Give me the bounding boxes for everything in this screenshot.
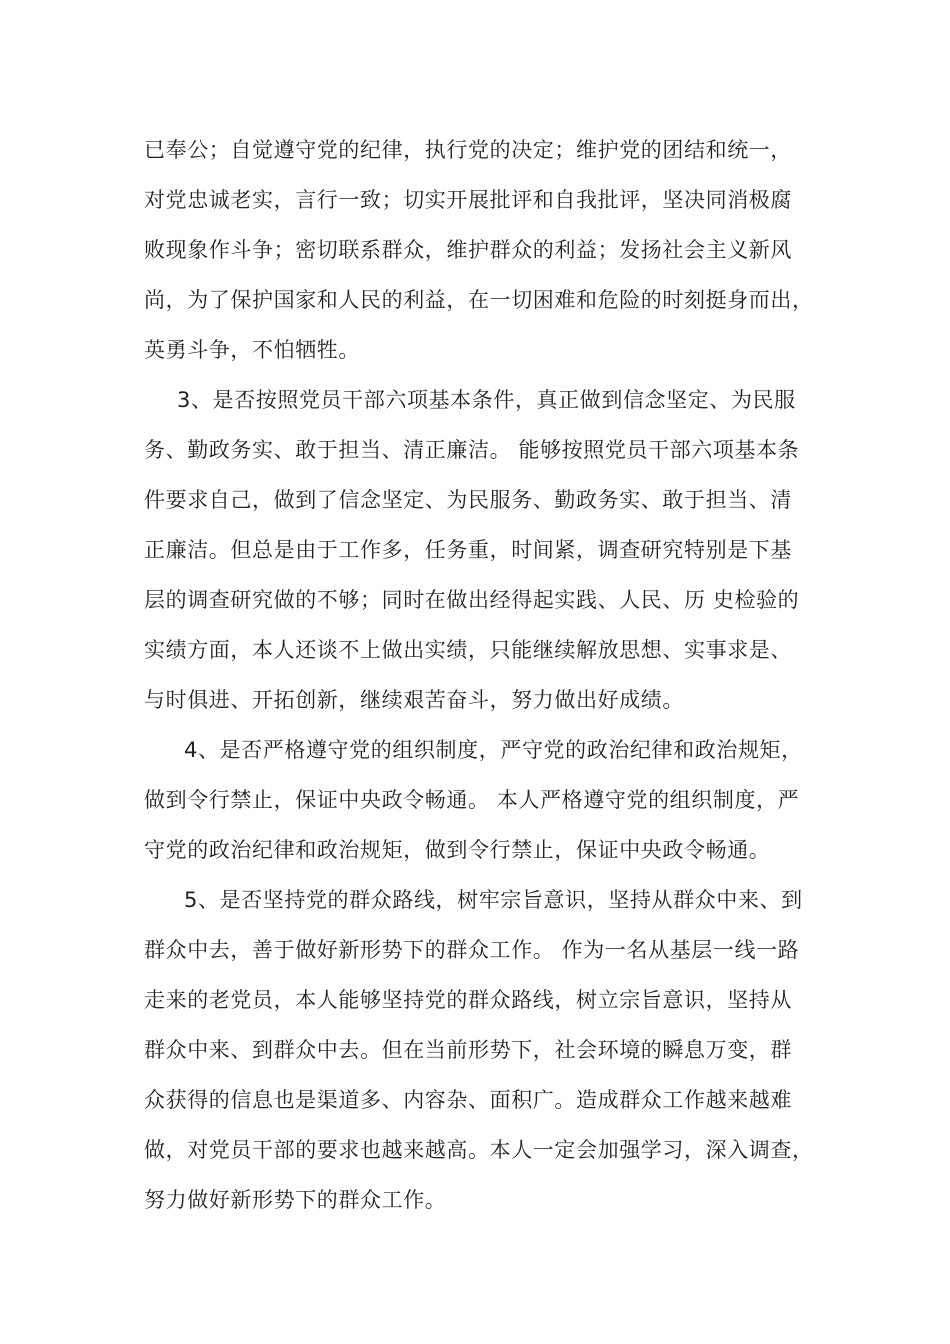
text-line: 与时俱进、开拓创新，继续艰苦奋斗，努力做出好成绩。 — [144, 688, 684, 712]
text-line: 尚，为了保护国家和人民的利益，在一切困难和危险的时刻挺身而出， — [144, 288, 814, 312]
text-line: 正廉洁。但总是由于工作多，任务重，时间紧，调查研究特别是下基 — [144, 538, 792, 562]
text-line: 实绩方面，本人还谈不上做出实绩，只能继续解放思想、实事求是、 — [144, 638, 792, 662]
text-line: 败现象作斗争；密切联系群众，维护群众的利益；发扬社会主义新风 — [144, 238, 792, 262]
text-line: 3、是否按照党员干部六项基本条件，真正做到信念坚定、为民服 — [177, 388, 796, 412]
text-line: 努力做好新形势下的群众工作。 — [144, 1188, 447, 1212]
text-line: 众获得的信息也是渠道多、内容杂、面积广。造成群众工作越来越难 — [144, 1088, 792, 1112]
text-line: 走来的老党员，本人能够坚持党的群众路线，树立宗旨意识，坚持从 — [144, 988, 792, 1012]
text-line: 做，对党员干部的要求也越来越高。本人一定会加强学习，深入调查， — [144, 1138, 814, 1162]
text-line: 已奉公；自觉遵守党的纪律，执行党的决定；维护党的团结和统一， — [144, 138, 792, 162]
text-line: 做到令行禁止，保证中央政令畅通。 本人严格遵守党的组织制度，严 — [144, 788, 800, 812]
text-line: 件要求自己，做到了信念坚定、为民服务、勤政务实、敢于担当、清 — [144, 488, 792, 512]
text-line: 4、是否严格遵守党的组织制度，严守党的政治纪律和政治规矩， — [184, 738, 803, 762]
text-line: 5、是否坚持党的群众路线，树牢宗旨意识，坚持从群众中来、到 — [184, 888, 803, 912]
text-line: 群众中去，善于做好新形势下的群众工作。 作为一名从基层一线一路 — [144, 938, 800, 962]
text-line: 层的调查研究做的不够；同时在做出经得起实践、人民、历 史检验的 — [144, 588, 800, 612]
text-line: 务、勤政务实、敢于担当、清正廉洁。 能够按照党员干部六项基本条 — [144, 438, 800, 462]
text-line: 群众中来、到群众中去。但在当前形势下，社会环境的瞬息万变，群 — [144, 1038, 792, 1062]
text-line: 对党忠诚老实，言行一致；切实开展批评和自我批评，坚决同消极腐 — [144, 188, 792, 212]
text-line: 守党的政治纪律和政治规矩，做到令行禁止，保证中央政令畅通。 — [144, 838, 771, 862]
text-line: 英勇斗争，不怕牺牲。 — [144, 338, 360, 362]
